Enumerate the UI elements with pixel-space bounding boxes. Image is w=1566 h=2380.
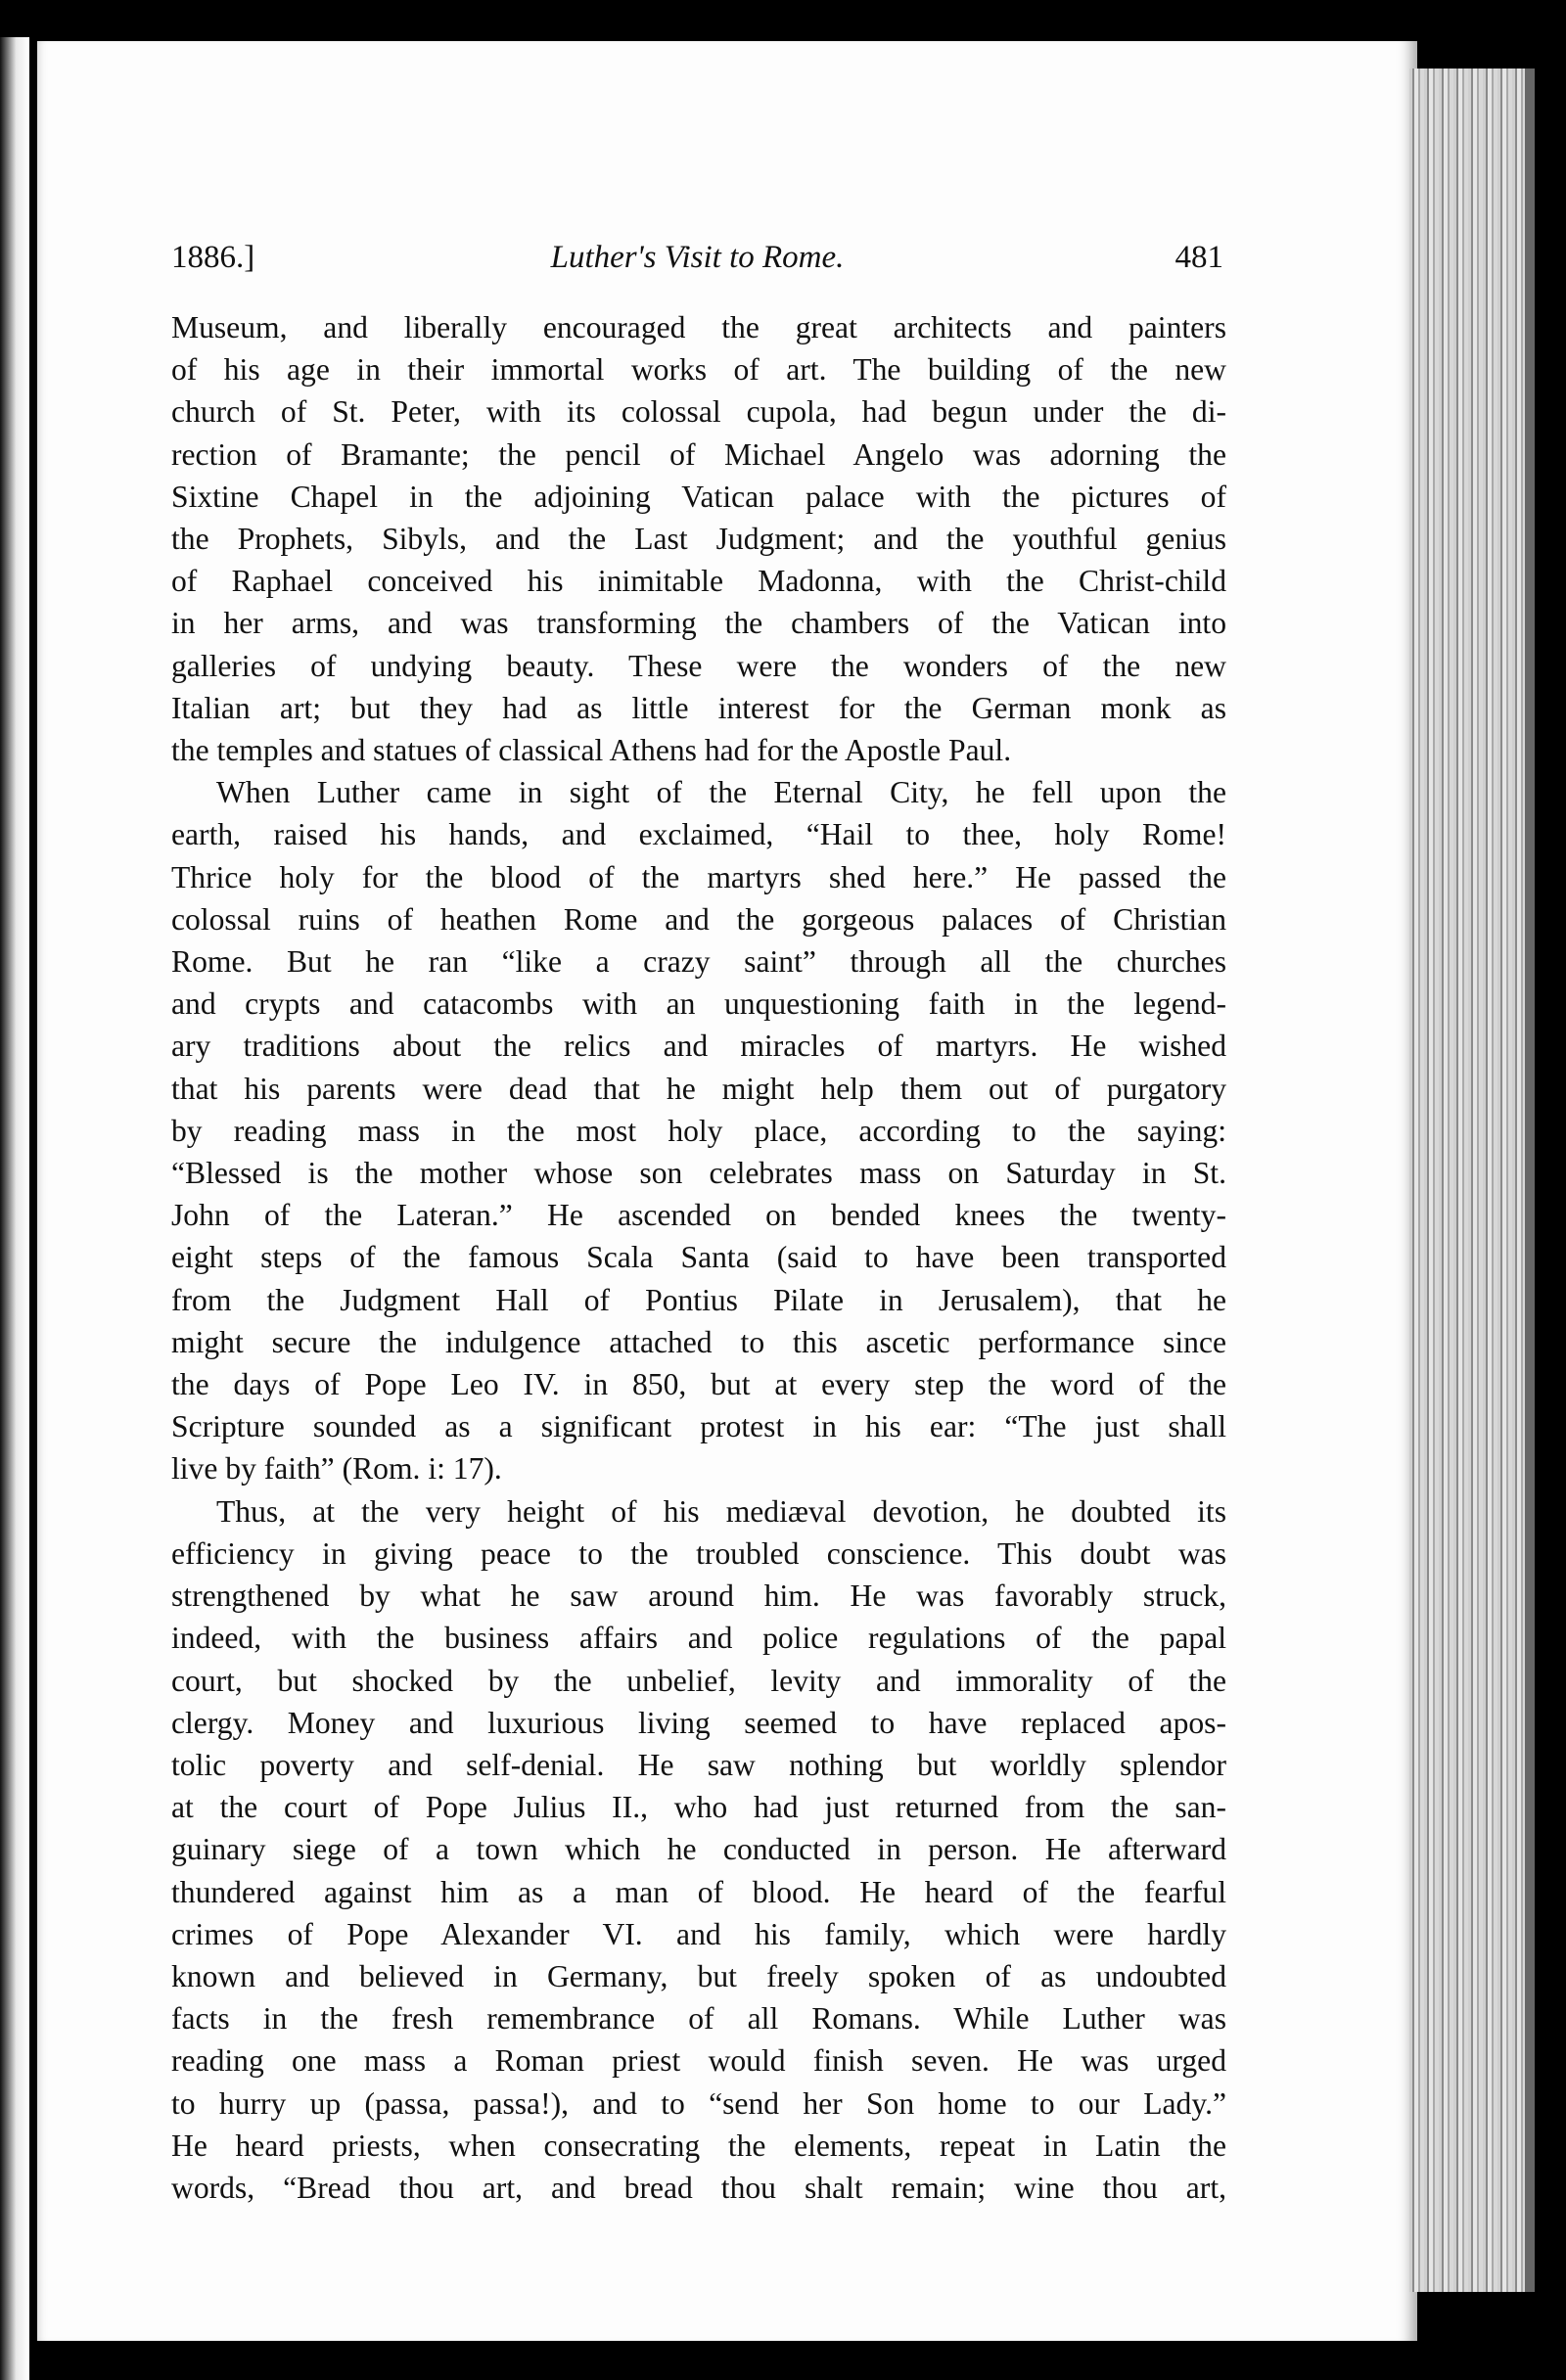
text-line: words, “Bread thou art, and bread thou shalt remain; wine thou art, [171, 2170, 1226, 2205]
paragraph-3 [171, 1490, 1226, 2209]
text-line: reading one mass a Roman priest would finish seven. He was urged [171, 2043, 1226, 2079]
page-edges-stack [1409, 69, 1525, 2292]
text-line: He heard priests, when consecrating the elements, repeat in Latin the [171, 2128, 1226, 2163]
text-line: the temples and statues of classical Athens had for the Apostle Paul. [171, 733, 1012, 768]
text-line: Thus, at the very height of his mediæval devotion, he doubted its [216, 1493, 1226, 1529]
text-line: Italian art; but they had as little interest for the German monk as [171, 690, 1226, 725]
paragraph-2 [171, 771, 1226, 1489]
text-line: galleries of undying beauty. These were the wonders of the new [171, 648, 1226, 683]
text-line: rection of Bramante; the pencil of Michael Angelo was adorning the [171, 436, 1226, 472]
text-line: guinary siege of a town which he conducted in person. He afterward [171, 1832, 1226, 1867]
text-line: that his parents were dead that he might help them out of purgatory [171, 1071, 1226, 1106]
text-line: Rome. But he ran “like a crazy saint” through all the churches [171, 944, 1226, 980]
text-line: John of the Lateran.” He ascended on bended knees the twenty- [171, 1198, 1226, 1233]
text-line: live by faith” (Rom. i: 17). [171, 1451, 502, 1487]
header-year: 1886.] [171, 240, 255, 275]
text-line: colossal ruins of heathen Rome and the gorgeous palaces of Christian [171, 901, 1226, 937]
paragraph-1 [171, 306, 1226, 771]
text-line: thundered against him as a man of blood. He heard of the fearful [171, 1874, 1226, 1909]
page-number: 481 [1174, 240, 1223, 275]
text-line: crimes of Pope Alexander VI. and his family, which were hardly [171, 1916, 1226, 1951]
running-header [171, 240, 1223, 289]
text-line: Thrice holy for the blood of the martyrs shed here.” He passed the [171, 859, 1226, 894]
text-line: tolic poverty and self-denial. He saw nothing but worldly splendor [171, 1747, 1226, 1782]
page-edges-shadow [1525, 69, 1535, 2292]
text-line: the days of Pope Leo IV. in 850, but at every step the word of the [171, 1367, 1226, 1402]
text-line: efficiency in giving peace to the troubled conscience. This doubt was [171, 1535, 1226, 1571]
text-line: of his age in their immortal works of art. The building of the new [171, 352, 1226, 388]
text-line: by reading mass in the most holy place, according to the saying: [171, 1113, 1226, 1148]
text-line: to hurry up (passa, passa!), and to “send her Son home to our Lady.” [171, 2085, 1226, 2121]
text-line: church of St. Peter, with its colossal cupola, had begun under the di- [171, 394, 1226, 430]
body-text [171, 306, 1226, 2209]
text-line: indeed, with the business affairs and police regulations of the papal [171, 1621, 1226, 1656]
text-line: earth, raised his hands, and exclaimed, “Hail to thee, holy Rome! [171, 817, 1226, 852]
text-line: from the Judgment Hall of Pontius Pilate in Jerusalem), that he [171, 1282, 1226, 1317]
running-title: Luther's Visit to Rome. [550, 240, 845, 275]
text-line: Museum, and liberally encouraged the great architects and painters [171, 310, 1226, 344]
text-line: Sixtine Chapel in the adjoining Vatican palace with the pictures of [171, 479, 1226, 514]
text-line: strengthened by what he saw around him. He was favorably struck, [171, 1579, 1226, 1614]
text-line: “Blessed is the mother whose son celebrates mass on Saturday in St. [171, 1156, 1226, 1191]
text-line: of Raphael conceived his inimitable Madonna, with the Christ-child [171, 564, 1226, 599]
text-line: might secure the indulgence attached to this ascetic performance since [171, 1324, 1226, 1359]
text-line: at the court of Pope Julius II., who had just returned from the san- [171, 1790, 1226, 1825]
text-line: eight steps of the famous Scala Santa (said to have been transported [171, 1240, 1226, 1275]
text-line: facts in the fresh remembrance of all Romans. While Luther was [171, 2001, 1226, 2037]
text-line: When Luther came in sight of the Eternal City, he fell upon the [216, 775, 1226, 810]
text-line: the Prophets, Sibyls, and the Last Judgment; and the youthful genius [171, 522, 1226, 557]
text-line: and crypts and catacombs with an unquestioning faith in the legend- [171, 986, 1226, 1022]
text-line: known and believed in Germany, but freely spoken of as undoubted [171, 1958, 1226, 1993]
text-line: ary traditions about the relics and miracles of martyrs. He wished [171, 1029, 1226, 1064]
text-line: in her arms, and was transforming the chambers of the Vatican into [171, 606, 1226, 641]
text-line: court, but shocked by the unbelief, levity and immorality of the [171, 1663, 1226, 1698]
text-line: Scripture sounded as a significant protest in his ear: “The just shall [171, 1409, 1226, 1444]
facing-page-edge [0, 37, 29, 2380]
text-line: clergy. Money and luxurious living seemed to have replaced apos- [171, 1705, 1226, 1740]
